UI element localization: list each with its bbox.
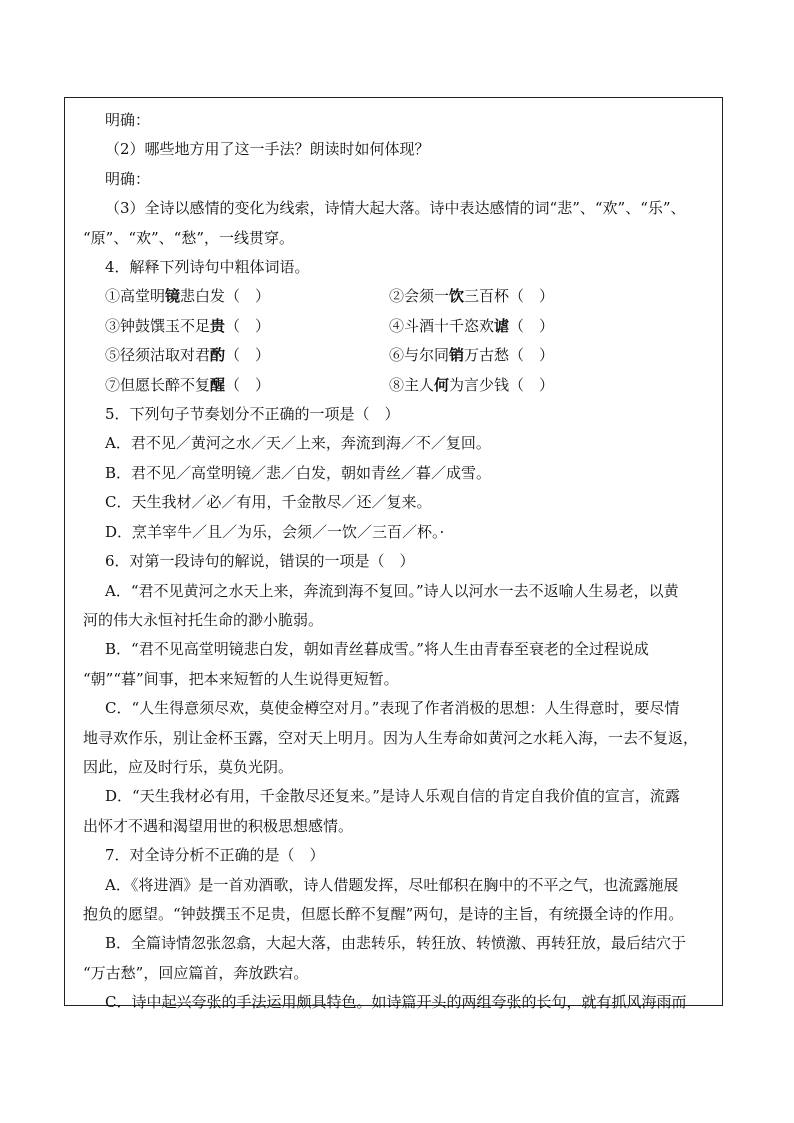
- text-line: “原”、“欢”、“愁”，一线贯穿。: [83, 228, 295, 247]
- text-line: 河的伟大永恒衬托生命的渺小脆弱。: [83, 610, 324, 629]
- vocab-item: ⑦但愿长醉不复醒（ ）: [105, 375, 271, 394]
- text-line: D．“天生我材必有用，千金散尽还复来。”是诗人乐观自信的肯定自我价值的宣言，流露: [105, 787, 680, 806]
- vocab-row: [83, 341, 718, 370]
- vocab-row: [83, 371, 718, 400]
- text-line: 地寻欢作乐，别让金杯玉露，空对天上明月。因为人生寿命如黄河之水耗入海，一去不复返，: [83, 728, 699, 747]
- vocab-item: ②会须一饮三百杯（ ）: [389, 287, 555, 306]
- text-line: 抱负的愿望。“钟鼓撰玉不足贵，但愿长醉不复醒”两句，是诗的主旨，有统摄全诗的作用。: [83, 904, 684, 923]
- text-line: C．天生我材／必／有用，千金散尽／还／复来。: [105, 493, 432, 512]
- text-line: B．君不见／高堂明镜／悲／白发，朝如青丝／暮／成雪。: [105, 463, 492, 482]
- text-line: C．“人生得意须尽欢，莫使金樽空对月。”表现了作者消极的思想：人生得意时，要尽情: [105, 699, 680, 718]
- text-line: 明确：: [105, 169, 151, 188]
- text-line: 6．对第一段诗句的解说，错误的一项是（ ）: [105, 552, 415, 571]
- text-line: B．“君不见高堂明镜悲白发，朝如青丝暮成雪。”将人生由青春至衰老的全过程说成: [105, 640, 649, 659]
- text-line: 因此，应及时行乐，莫负光阴。: [83, 757, 294, 776]
- text-line: C．诗中起兴夸张的手法运用颇具特色。如诗篇开头的两组夸张的长句，就有抓风海雨而: [105, 993, 687, 1012]
- text-line: “万古愁”，回应篇首，奔放跌宕。: [83, 963, 309, 982]
- questions-section: [83, 400, 718, 1018]
- vocab-row: [83, 312, 718, 341]
- vocab-item: ④斗酒十千恣欢谑（ ）: [389, 316, 555, 335]
- text-line: A．《将进酒》是一首劝酒歌，诗人借题发挥，尽吐郁积在胸中的不平之气，也流露施展: [105, 875, 679, 894]
- vocab-item: ③钟鼓馔玉不足贵（ ）: [105, 316, 271, 335]
- text-line: 5．下列句子节奏划分不正确的一项是（ ）: [105, 405, 400, 424]
- vocab-row: [83, 282, 718, 311]
- text-line: D．烹羊宰牛／且／为乐，会须／一饮／三百／杯。·: [105, 522, 445, 541]
- text-line: A．君不见／黄河之水／天／上来，奔流到海／不／复回。: [105, 434, 491, 453]
- text-line: 出怀才不遇和渴望用世的积极思想感情。: [83, 816, 354, 835]
- document-body: [65, 98, 724, 1018]
- question-4-heading: 4．解释下列诗句中粗体词语。: [105, 258, 310, 277]
- vocab-item: ①高堂明镜悲白发（ ）: [105, 287, 271, 306]
- content-frame: [64, 97, 723, 1012]
- text-line: “朝”“暮”间事，把本来短暂的人生说得更短暂。: [83, 669, 399, 688]
- text-line: B．全篇诗情忽张忽翕，大起大落，由悲转乐，转狂放、转愤激、再转狂放，最后结穴于: [105, 934, 687, 953]
- text-line: 明确：: [105, 111, 151, 129]
- text-line: 7．对全诗分析不正确的是（ ）: [105, 846, 325, 865]
- vocab-item: ⑥与尔同销万古愁（ ）: [389, 346, 555, 365]
- vocab-item: ⑧主人何为言少钱（ ）: [389, 375, 555, 394]
- text-line: （2）哪些地方用了这一手法？朗读时如何体现？: [105, 140, 430, 159]
- vocab-item: ⑤径须沽取对君酌（ ）: [105, 346, 271, 365]
- text-line: A．“君不见黄河之水天上来，奔流到海不复回。”诗人以河水一去不返喻人生易老，以黄: [105, 581, 679, 600]
- text-line: （3）全诗以感情的变化为线索，诗情大起大落。诗中表达感情的词“悲”、“欢”、“乐”、: [105, 199, 686, 218]
